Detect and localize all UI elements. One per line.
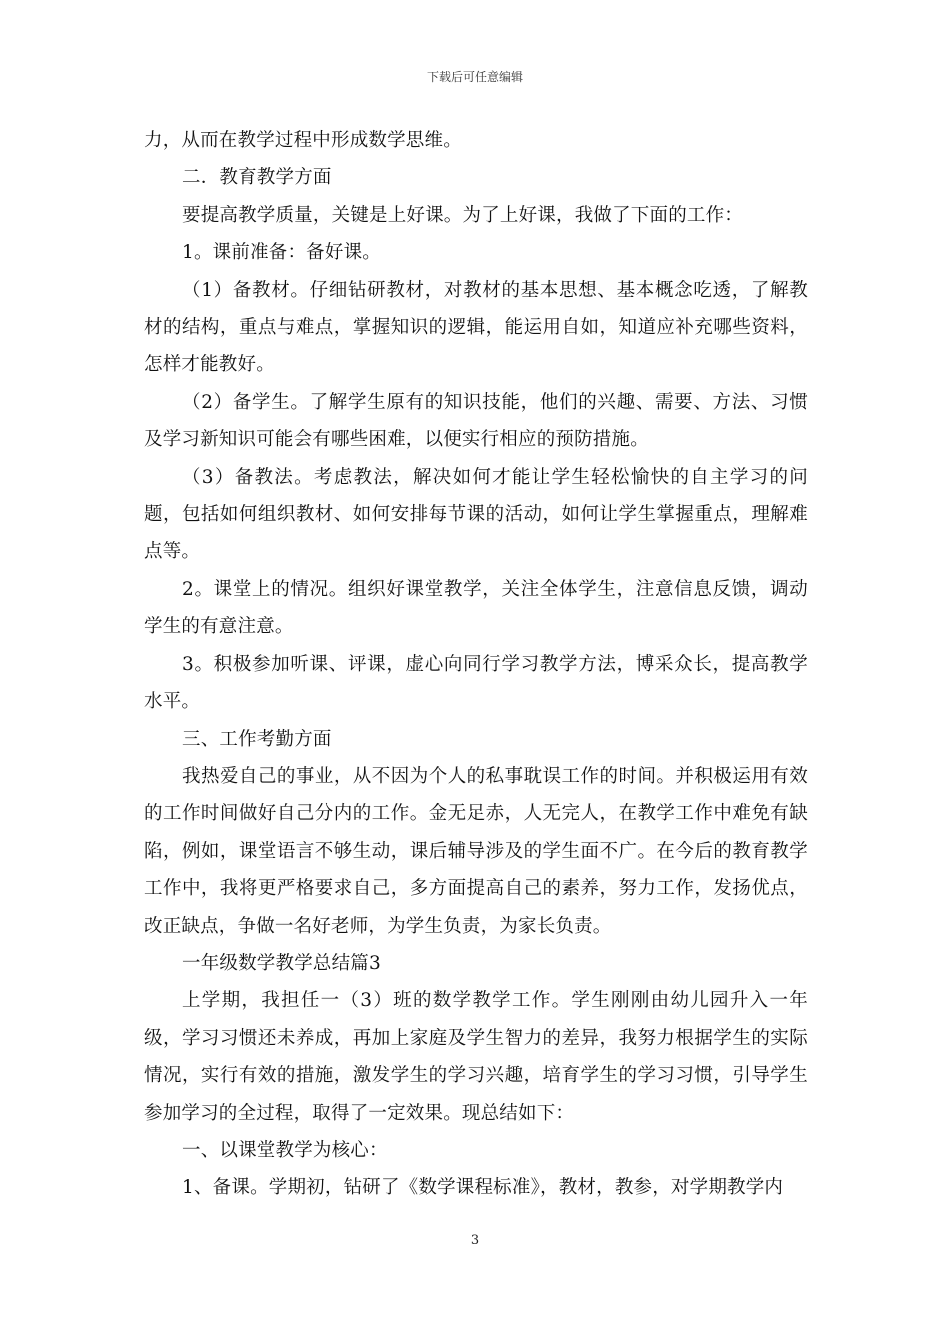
section-heading-classroom: 一、以课堂教学为核心： [182, 1139, 388, 1161]
paragraph-8: 3。积极参加听课、评课，虚心向同行学习教学方法，博采众长，提高教学水平。 [144, 653, 808, 713]
article-title-3: 一年级数学教学总结篇3 [182, 952, 381, 974]
paragraph-12: 上学期，我担任一（3）班的数学教学工作。学生刚刚由幼儿园升入一年级，学习习惯还未养成，再加上家庭及学生智力的差异，我努力根据学生的实际情况，实行有效的措施，激发学生的学习兴趣，培育学生的学习习惯，引导学生参加学习的全过程，取得了一定效果。现总结如下： [144, 990, 808, 1124]
page-header: 下载后可任意编辑 [426, 70, 523, 84]
section-heading-attendance: 三、工作考勤方面 [182, 728, 332, 750]
paragraph-2: 要提高教学质量，关键是上好课。为了上好课，我做了下面的工作： [182, 204, 744, 226]
page-number: 3 [470, 1233, 480, 1248]
section-heading-teaching: 二．教育教学方面 [182, 167, 332, 189]
paragraph-4: （1）备教材。仔细钻研教材，对教材的基本思想、基本概念吃透，了解教材的结构，重点与难点，掌握知识的逻辑，能运用自如，知道应补充哪些资料，怎样才能教好。 [144, 279, 808, 376]
document-body [144, 122, 808, 1207]
paragraph-5: （2）备学生。了解学生原有的知识技能，他们的兴趣、需要、方法、习惯及学习新知识可能会有哪些困难，以便实行相应的预防措施。 [144, 391, 808, 451]
paragraph-6: （3）备教法。考虑教法，解决如何才能让学生轻松愉快的自主学习的问题，包括如何组织教材、如何安排每节课的活动，如何让学生掌握重点，理解难点等。 [144, 466, 808, 563]
paragraph-14: 1、备课。学期初，钻研了《数学课程标准》，教材，教参，对学期教学内 [182, 1177, 784, 1199]
paragraph-0: 力，从而在教学过程中形成数学思维。 [144, 130, 462, 151]
paragraph-3: 1。课前准备：备好课。 [182, 242, 381, 264]
paragraph-10: 我热爱自己的事业，从不因为个人的私事耽误工作的时间。并积极运用有效的工作时间做好自己分内的工作。金无足赤，人无完人，在教学工作中难免有缺陷，例如，课堂语言不够生动，课后辅导涉及的学生面不广。在今后的教育教学工作中，我将更严格要求自己，多方面提高自己的素养，努力工作，发扬优点，改正缺点，争做一名好老师，为学生负责，为家长负责。 [144, 765, 808, 937]
paragraph-7: 2。课堂上的情况。组织好课堂教学，关注全体学生，注意信息反馈，调动学生的有意注意。 [144, 578, 808, 638]
